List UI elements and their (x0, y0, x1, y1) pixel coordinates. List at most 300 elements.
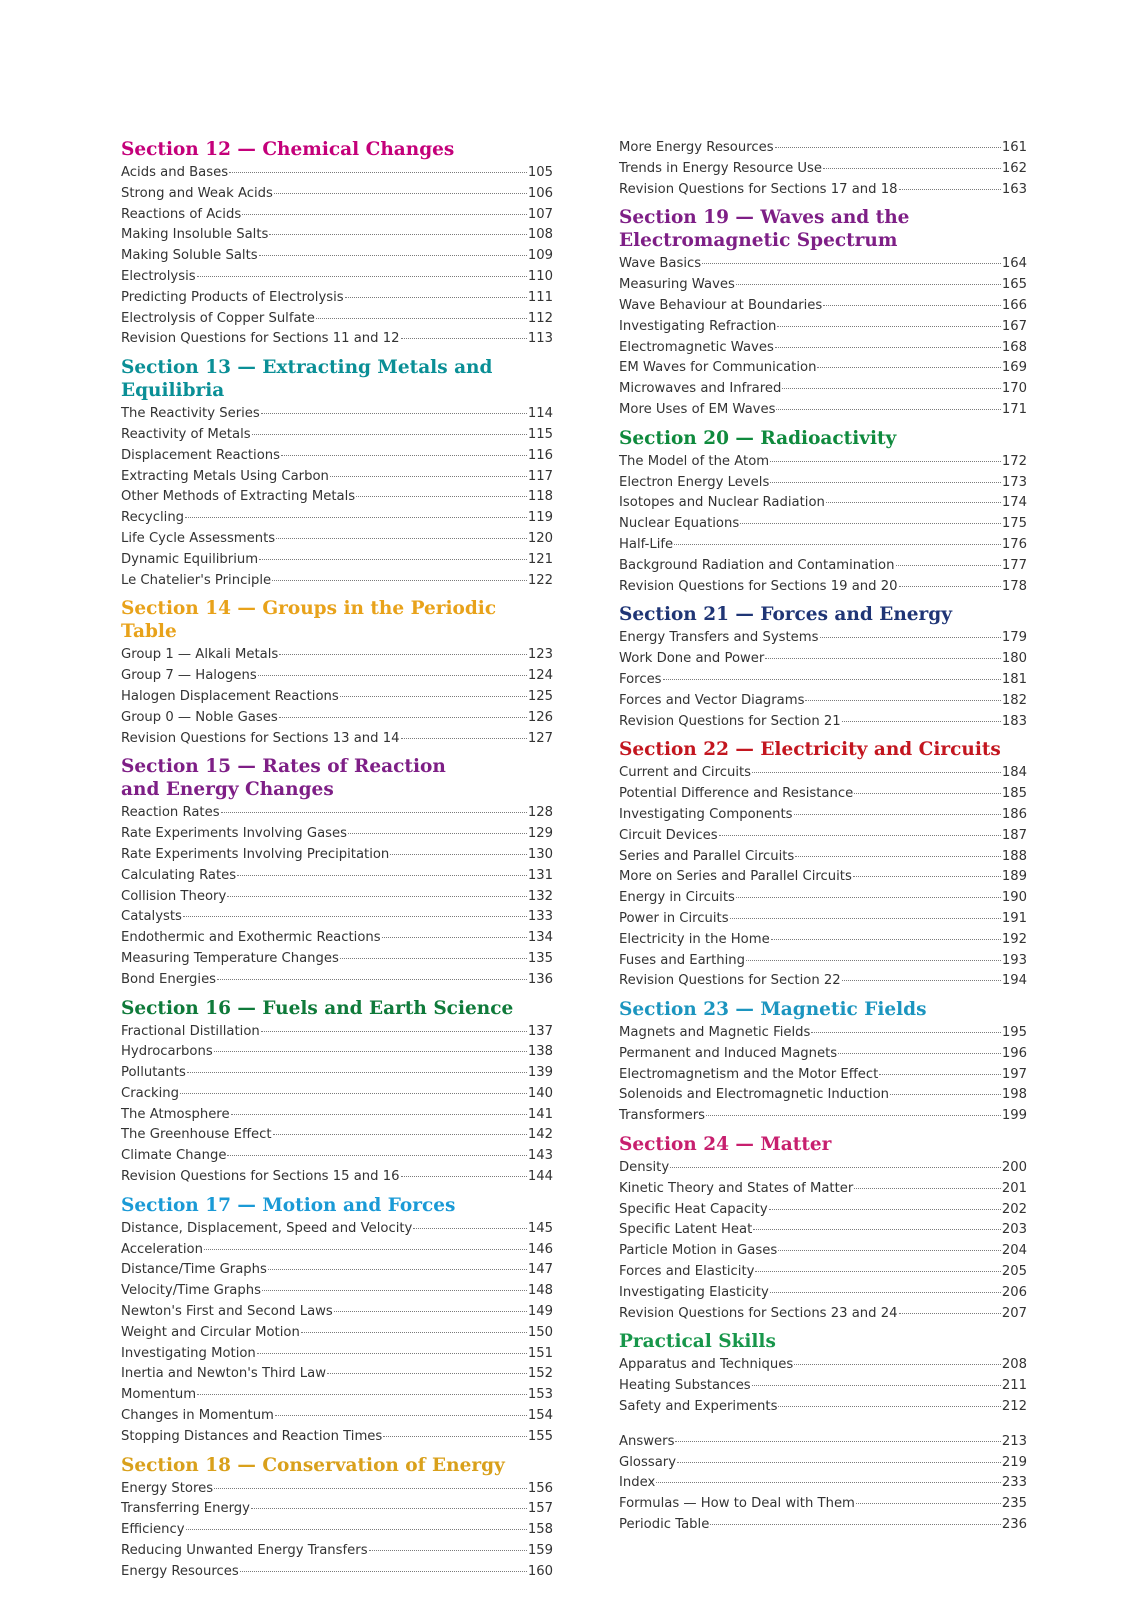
dot-leader (899, 586, 1001, 587)
dot-leader (776, 409, 1000, 410)
dot-leader (231, 1114, 527, 1115)
toc-entry-title: Potential Difference and Resistance (619, 786, 854, 802)
dot-leader (240, 1571, 527, 1572)
toc-entry-title: Changes in Momentum (121, 1408, 274, 1424)
toc-entry-page: 198 (1001, 1087, 1027, 1103)
toc-entry[interactable] (121, 887, 553, 908)
toc-entry[interactable] (619, 1397, 1027, 1418)
toc-entry-title: Glossary (619, 1454, 676, 1470)
toc-entry-page: 192 (1001, 931, 1027, 947)
toc-entry[interactable] (619, 784, 1027, 805)
toc-entry[interactable] (121, 309, 553, 330)
toc-entry[interactable] (619, 1262, 1027, 1283)
toc-entry[interactable] (121, 529, 553, 550)
section-section-12 (121, 138, 553, 350)
contents-column-left (121, 138, 553, 1589)
toc-entry-page: 162 (1001, 160, 1027, 176)
toc-entry[interactable] (121, 267, 553, 288)
section-title: Section 19 — Waves and the Electromagnetic Spectrum (619, 207, 910, 252)
dot-leader (706, 1115, 1001, 1116)
dot-leader (771, 939, 1001, 940)
toc-entry-page: 157 (527, 1501, 553, 1517)
toc-entry[interactable] (121, 1520, 553, 1541)
toc-entry[interactable] (121, 425, 553, 446)
toc-entry-page: 132 (527, 888, 553, 904)
toc-entry-title: Formulas — How to Deal with Them (619, 1496, 855, 1512)
toc-entry[interactable] (619, 1473, 1027, 1494)
toc-entry-title: Revision Questions for Sections 13 and 14 (121, 730, 400, 746)
toc-entry[interactable] (121, 1084, 553, 1105)
toc-entry[interactable] (619, 514, 1027, 535)
toc-entry-title: Extracting Metals Using Carbon (121, 468, 329, 484)
toc-entry-title: Rate Experiments Involving Precipitation (121, 846, 390, 862)
toc-entry-title: Distance, Displacement, Speed and Velocity (121, 1220, 413, 1236)
toc-entry-page: 170 (1001, 381, 1027, 397)
dot-leader (719, 835, 1001, 836)
toc-entry[interactable] (619, 400, 1027, 421)
dot-leader (795, 856, 1001, 857)
dot-leader (345, 297, 527, 298)
toc-entry-title: Reducing Unwanted Energy Transfers (121, 1543, 368, 1559)
dot-leader (334, 1311, 527, 1312)
section-section-14 (121, 597, 553, 749)
toc-entry-page: 188 (1001, 848, 1027, 864)
toc-entry[interactable] (619, 1376, 1027, 1397)
toc-entry-page: 189 (1001, 869, 1027, 885)
toc-entry[interactable] (121, 970, 553, 991)
toc-entry[interactable] (121, 1499, 553, 1520)
section-title: Section 22 — Electricity and Circuits (619, 739, 1001, 761)
toc-entry[interactable] (619, 1355, 1027, 1376)
toc-entry-title: Index (619, 1475, 656, 1491)
toc-entry[interactable] (619, 1304, 1027, 1325)
toc-entry[interactable] (619, 763, 1027, 784)
toc-entry-title: Stopping Distances and Reaction Times (121, 1428, 383, 1444)
dot-leader (214, 1488, 527, 1489)
toc-entry-title: Energy Transfers and Systems (619, 630, 819, 646)
dot-leader (186, 1529, 527, 1530)
toc-entry[interactable] (121, 1042, 553, 1063)
dot-leader (778, 1250, 1001, 1251)
toc-entry-title: Work Done and Power (619, 651, 765, 667)
toc-entry[interactable] (121, 446, 553, 467)
toc-entry-title: The Model of the Atom (619, 453, 770, 469)
toc-entry-page: 142 (527, 1127, 553, 1143)
toc-entry[interactable] (619, 159, 1027, 180)
dot-leader (670, 1167, 1001, 1168)
toc-entry-title: Measuring Waves (619, 277, 735, 293)
toc-entry[interactable] (121, 666, 553, 687)
dot-leader (770, 1292, 1001, 1293)
toc-entry-title: Nuclear Equations (619, 516, 740, 532)
dot-leader (823, 305, 1001, 306)
dot-leader (710, 1524, 1001, 1525)
dot-leader (316, 318, 527, 319)
toc-entry-page: 149 (527, 1304, 553, 1320)
dot-leader (251, 1508, 527, 1509)
toc-entry-page: 207 (1001, 1305, 1027, 1321)
toc-entry-page: 112 (527, 310, 553, 326)
toc-entry[interactable] (121, 687, 553, 708)
toc-entry-page: 125 (527, 688, 553, 704)
dot-leader (842, 980, 1001, 981)
dot-leader (340, 696, 527, 697)
toc-entry[interactable] (121, 1022, 553, 1043)
toc-entry-page: 113 (527, 331, 553, 347)
toc-entry[interactable] (619, 805, 1027, 826)
toc-entry[interactable] (121, 1385, 553, 1406)
section-continued (619, 138, 1027, 200)
dot-leader (221, 812, 527, 813)
toc-entry[interactable] (121, 845, 553, 866)
dot-leader (778, 1406, 1000, 1407)
toc-entry[interactable] (619, 691, 1027, 712)
toc-entry-title: Predicting Products of Electrolysis (121, 289, 344, 305)
toc-entry-title: Recycling (121, 510, 185, 526)
toc-entry-page: 118 (527, 489, 553, 505)
toc-entry-title: Acceleration (121, 1241, 203, 1257)
dot-leader (826, 502, 1001, 503)
toc-entry[interactable] (619, 296, 1027, 317)
toc-entry[interactable] (121, 550, 553, 571)
toc-entry-title: More Energy Resources (619, 140, 774, 155)
section-title: Section 16 — Fuels and Earth Science (121, 997, 514, 1019)
toc-entry[interactable] (121, 1063, 553, 1084)
toc-entry-page: 212 (1001, 1399, 1027, 1415)
toc-entry-title: Efficiency (121, 1522, 185, 1538)
toc-entry-page: 195 (1001, 1025, 1027, 1041)
toc-entry-page: 109 (527, 248, 553, 264)
toc-entry-page: 127 (527, 730, 553, 746)
toc-entry-title: The Reactivity Series (121, 406, 260, 422)
toc-entry[interactable] (619, 1200, 1027, 1221)
dot-leader (257, 1353, 527, 1354)
toc-entry-page: 183 (1001, 713, 1027, 729)
dot-leader (327, 1373, 527, 1374)
toc-entry-title: Revision Questions for Sections 23 and 24 (619, 1305, 898, 1321)
toc-entry[interactable] (121, 246, 553, 267)
toc-entry[interactable] (619, 867, 1027, 888)
toc-entry-title: Revision Questions for Sections 15 and 16 (121, 1169, 400, 1185)
toc-entry-page: 147 (527, 1262, 553, 1278)
section-title: Section 20 — Radioactivity (619, 427, 897, 449)
toc-entry-page: 172 (1001, 453, 1027, 469)
toc-entry-page: 233 (1001, 1475, 1027, 1491)
toc-entry[interactable] (619, 1283, 1027, 1304)
dot-leader (401, 738, 527, 739)
toc-entry-page: 167 (1001, 318, 1027, 334)
toc-entry-title: Cracking (121, 1085, 179, 1101)
toc-entry-title: Periodic Table (619, 1517, 710, 1533)
toc-entry[interactable] (121, 404, 553, 425)
toc-entry[interactable] (121, 729, 553, 750)
dot-leader (252, 434, 527, 435)
toc-entry-title: Revision Questions for Section 21 (619, 713, 841, 729)
dot-leader (275, 1415, 527, 1416)
toc-entry[interactable] (121, 803, 553, 824)
toc-entry[interactable] (619, 1515, 1027, 1536)
toc-entry[interactable] (121, 824, 553, 845)
toc-entry[interactable] (619, 493, 1027, 514)
toc-entry-title: Reaction Rates (121, 805, 220, 821)
toc-entry[interactable] (619, 556, 1027, 577)
toc-entry-title: EM Waves for Communication (619, 360, 817, 376)
dot-leader (770, 482, 1001, 483)
toc-entry[interactable] (121, 708, 553, 729)
toc-entry[interactable] (619, 379, 1027, 400)
toc-entry[interactable] (121, 1125, 553, 1146)
toc-entry-title: Isotopes and Nuclear Radiation (619, 495, 825, 511)
toc-entry[interactable] (121, 1281, 553, 1302)
toc-entry[interactable] (121, 329, 553, 350)
dot-leader (752, 772, 1001, 773)
section-title: Section 23 — Magnetic Fields (619, 999, 927, 1021)
dot-leader (279, 654, 527, 655)
toc-entry[interactable] (121, 205, 553, 226)
dot-leader (811, 1032, 1000, 1033)
toc-entry[interactable] (619, 930, 1027, 951)
dot-leader (782, 388, 1000, 389)
toc-entry[interactable] (121, 1146, 553, 1167)
toc-entry[interactable] (619, 317, 1027, 338)
toc-entry-page: 119 (527, 510, 553, 526)
toc-entry-page: 201 (1001, 1180, 1027, 1196)
toc-entry-page: 175 (1001, 516, 1027, 532)
toc-entry-page: 166 (1001, 297, 1027, 313)
toc-entry-page: 137 (527, 1023, 553, 1039)
toc-entry-page: 126 (527, 709, 553, 725)
toc-entry[interactable] (619, 909, 1027, 930)
toc-entry[interactable] (619, 1106, 1027, 1127)
toc-entry-page: 213 (1001, 1433, 1027, 1449)
toc-entry-page: 150 (527, 1324, 553, 1340)
toc-entry[interactable] (121, 487, 553, 508)
toc-entry[interactable] (619, 1085, 1027, 1106)
section-section-19 (619, 206, 1027, 420)
toc-entry[interactable] (121, 1541, 553, 1562)
toc-entry[interactable] (121, 1479, 553, 1500)
dot-leader (369, 1550, 527, 1551)
section-continued (619, 1432, 1027, 1536)
toc-entry[interactable] (121, 467, 553, 488)
toc-entry[interactable] (121, 508, 553, 529)
toc-entry[interactable] (619, 1044, 1027, 1065)
toc-entry[interactable] (121, 1167, 553, 1188)
toc-entry-page: 165 (1001, 277, 1027, 293)
dot-leader (794, 1364, 1001, 1365)
toc-entry-title: Power in Circuits (619, 910, 729, 926)
toc-entry[interactable] (619, 649, 1027, 670)
toc-entry-title: Inertia and Newton's Third Law (121, 1366, 326, 1382)
dot-leader (656, 1482, 1001, 1483)
toc-entry[interactable] (619, 452, 1027, 473)
toc-entry-title: Climate Change (121, 1148, 227, 1164)
toc-entry-title: Bond Energies (121, 971, 217, 987)
toc-entry[interactable] (619, 826, 1027, 847)
dot-leader (770, 461, 1001, 462)
toc-entry-title: Electrolysis (121, 268, 196, 284)
toc-entry-page: 138 (527, 1044, 553, 1060)
dot-leader (755, 1271, 1000, 1272)
toc-entry-page: 176 (1001, 536, 1027, 552)
section-section-18 (121, 1454, 553, 1583)
toc-entry-title: Permanent and Induced Magnets (619, 1045, 838, 1061)
toc-entry-page: 158 (527, 1522, 553, 1538)
toc-entry[interactable] (619, 971, 1027, 992)
toc-entry[interactable] (121, 1427, 553, 1448)
toc-entry[interactable] (619, 180, 1027, 201)
toc-entry[interactable] (121, 1406, 553, 1427)
toc-entry[interactable] (619, 1453, 1027, 1474)
toc-entry[interactable] (121, 1323, 553, 1344)
dot-leader (272, 580, 527, 581)
toc-entry[interactable] (619, 577, 1027, 598)
toc-entry[interactable] (619, 138, 1027, 159)
toc-entry[interactable] (121, 949, 553, 970)
toc-entry-page: 106 (527, 185, 553, 201)
toc-entry-page: 184 (1001, 765, 1027, 781)
dot-leader (777, 326, 1000, 327)
toc-entry[interactable] (121, 928, 553, 949)
toc-entry-title: Transformers (619, 1108, 706, 1124)
toc-entry-page: 164 (1001, 256, 1027, 272)
dot-leader (237, 875, 527, 876)
dot-leader (259, 255, 527, 256)
toc-entry-page: 185 (1001, 786, 1027, 802)
toc-entry-page: 154 (527, 1408, 553, 1424)
toc-entry-page: 204 (1001, 1243, 1027, 1259)
dot-leader (180, 1093, 527, 1094)
toc-entry[interactable] (121, 907, 553, 928)
toc-entry[interactable] (619, 670, 1027, 691)
toc-entry-title: Trends in Energy Resource Use (619, 160, 823, 176)
toc-entry[interactable] (121, 1240, 553, 1261)
toc-entry-page: 197 (1001, 1066, 1027, 1082)
toc-entry[interactable] (619, 888, 1027, 909)
toc-entry-page: 107 (527, 206, 553, 222)
section-practical-skills (619, 1330, 1027, 1417)
dot-leader (753, 1229, 1001, 1230)
toc-entry[interactable] (121, 866, 553, 887)
toc-entry-page: 128 (527, 805, 553, 821)
toc-entry-page: 141 (527, 1106, 553, 1122)
toc-entry-page: 148 (527, 1283, 553, 1299)
toc-entry-title: Investigating Motion (121, 1345, 256, 1361)
toc-entry-title: Dynamic Equilibrium (121, 551, 259, 567)
toc-entry-page: 146 (527, 1241, 553, 1257)
toc-entry[interactable] (121, 184, 553, 205)
toc-entry[interactable] (619, 275, 1027, 296)
toc-entry[interactable] (121, 1344, 553, 1365)
toc-entry[interactable] (121, 1364, 553, 1385)
toc-entry-title: Energy in Circuits (619, 890, 735, 906)
toc-entry[interactable] (619, 1158, 1027, 1179)
toc-entry-page: 136 (527, 971, 553, 987)
dot-leader (663, 679, 1001, 680)
toc-entry-title: Electron Energy Levels (619, 474, 770, 490)
toc-entry-page: 130 (527, 846, 553, 862)
toc-entry-page: 155 (527, 1428, 553, 1444)
toc-entry[interactable] (619, 535, 1027, 556)
toc-entry[interactable] (619, 254, 1027, 275)
dot-leader (383, 1436, 527, 1437)
toc-entry[interactable] (121, 163, 553, 184)
toc-entry-title: Acids and Bases (121, 165, 229, 180)
toc-entry-title: Making Soluble Salts (121, 248, 258, 264)
section-section-22 (619, 738, 1027, 992)
dot-leader (677, 1462, 1001, 1463)
toc-entry[interactable] (121, 288, 553, 309)
toc-entry[interactable] (121, 1219, 553, 1240)
dot-leader (382, 937, 527, 938)
toc-entry-page: 203 (1001, 1222, 1027, 1238)
toc-entry[interactable] (619, 338, 1027, 359)
toc-entry-page: 135 (527, 950, 553, 966)
toc-entry-page: 114 (527, 406, 553, 422)
toc-entry[interactable] (619, 1494, 1027, 1515)
toc-entry-title: Rate Experiments Involving Gases (121, 826, 348, 842)
toc-entry[interactable] (619, 473, 1027, 494)
toc-entry[interactable] (619, 1023, 1027, 1044)
toc-entry-title: Magnets and Magnetic Fields (619, 1025, 811, 1041)
toc-entry-title: Transferring Energy (121, 1501, 250, 1517)
dot-leader (817, 367, 1000, 368)
toc-entry-title: Current and Circuits (619, 765, 752, 781)
toc-entry[interactable] (619, 951, 1027, 972)
toc-entry[interactable] (619, 1065, 1027, 1086)
toc-entry[interactable] (619, 1220, 1027, 1241)
toc-entry-page: 200 (1001, 1160, 1027, 1176)
section-section-21 (619, 603, 1027, 732)
toc-entry[interactable] (121, 645, 553, 666)
toc-entry-page: 208 (1001, 1357, 1027, 1373)
dot-leader (674, 544, 1001, 545)
dot-leader (390, 854, 527, 855)
toc-entry[interactable] (121, 1302, 553, 1323)
section-title: Section 17 — Motion and Forces (121, 1194, 456, 1216)
toc-entry-page: 153 (527, 1387, 553, 1403)
toc-entry-title: Solenoids and Electromagnetic Induction (619, 1087, 890, 1103)
toc-entry[interactable] (619, 712, 1027, 733)
toc-entry[interactable] (121, 225, 553, 246)
toc-entry[interactable] (619, 1241, 1027, 1262)
toc-entry[interactable] (121, 1562, 553, 1583)
toc-entry[interactable] (619, 847, 1027, 868)
toc-entry-page: 129 (527, 826, 553, 842)
section-section-23 (619, 998, 1027, 1127)
section-section-15 (121, 755, 553, 990)
toc-entry-page: 159 (527, 1543, 553, 1559)
dot-leader (896, 565, 1001, 566)
toc-entry-title: Catalysts (121, 909, 182, 925)
toc-entry-page: 139 (527, 1065, 553, 1081)
toc-entry-title: Electrolysis of Copper Sulfate (121, 310, 315, 326)
toc-entry[interactable] (619, 628, 1027, 649)
toc-entry[interactable] (619, 358, 1027, 379)
toc-entry[interactable] (619, 1432, 1027, 1453)
toc-entry-page: 193 (1001, 952, 1027, 968)
toc-entry-page: 199 (1001, 1108, 1027, 1124)
toc-entry-title: Revision Questions for Sections 19 and 20 (619, 578, 898, 594)
toc-entry-title: Revision Questions for Sections 11 and 12 (121, 331, 400, 347)
toc-entry[interactable] (121, 1260, 553, 1281)
toc-entry[interactable] (121, 571, 553, 592)
toc-entry[interactable] (619, 1179, 1027, 1200)
toc-entry[interactable] (121, 1105, 553, 1126)
dot-leader (197, 276, 527, 277)
toc-entry-page: 169 (1001, 360, 1027, 376)
toc-entry-title: Strong and Weak Acids (121, 185, 273, 201)
